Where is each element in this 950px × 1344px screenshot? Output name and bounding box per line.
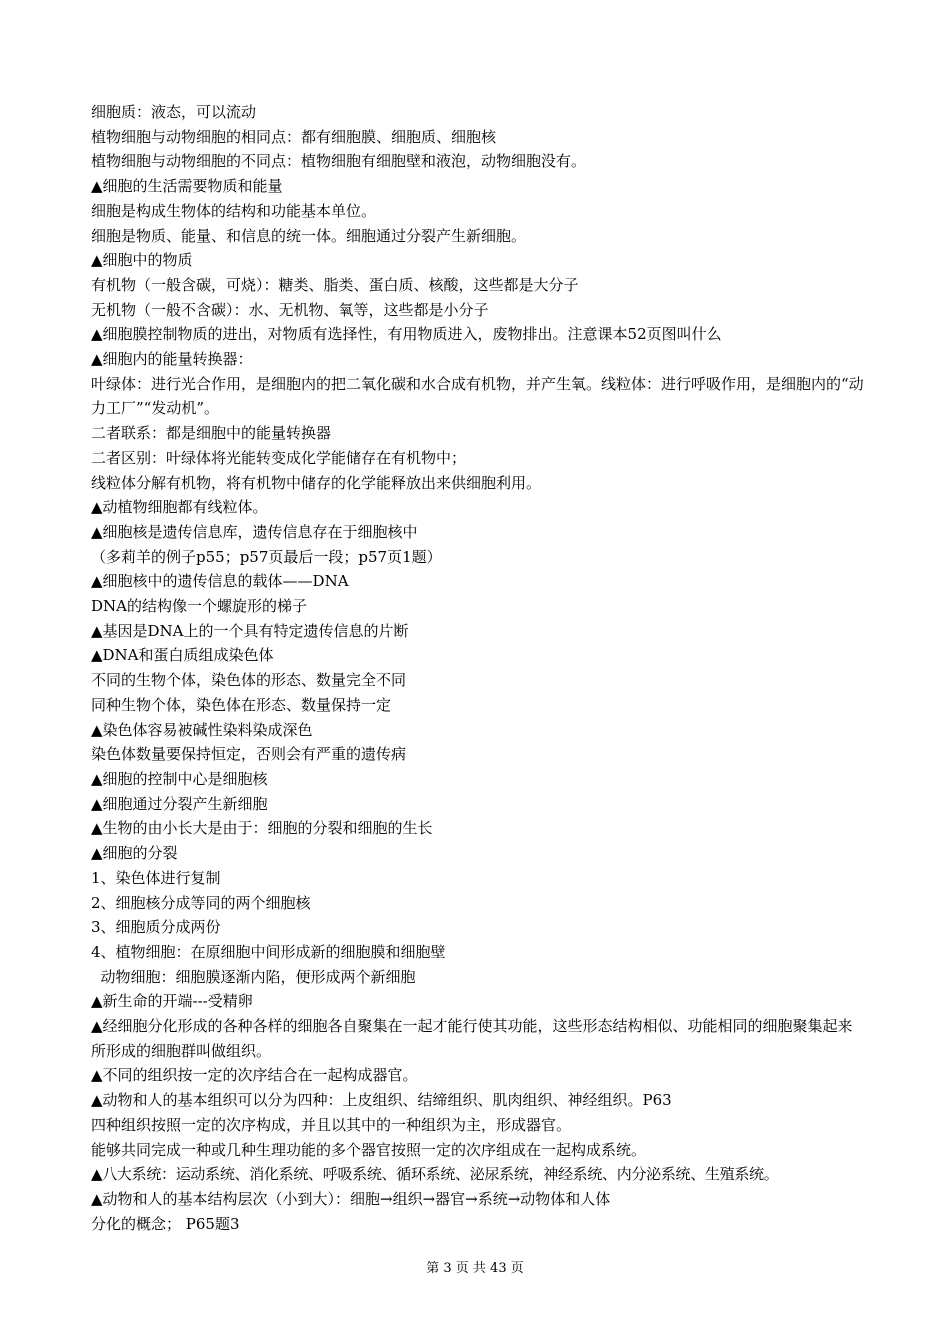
section-heading: ▲动物和人的基本组织可以分为四种：上皮组织、结缔组织、肌肉组织、神经组织。P63 xyxy=(91,1091,672,1110)
section-heading: ▲基因是DNA上的一个具有特定遗传信息的片断 xyxy=(91,621,409,640)
section-heading: ▲生物的由小长大是由于：细胞的分裂和细胞的生长 xyxy=(91,819,433,838)
section-heading: ▲DNA和蛋白质组成染色体 xyxy=(91,646,274,665)
text-line: 分化的概念； P65题3 xyxy=(91,1214,240,1233)
text-line: 细胞是物质、能量、和信息的统一体。细胞通过分裂产生新细胞。 xyxy=(91,226,527,245)
text-line: 染色体数量要保持恒定，否则会有严重的遗传病 xyxy=(91,745,407,764)
text-paragraph: 叶绿体：进行光合作用，是细胞内的把二氧化碳和水合成有机物，并产生氧。线粒体：进行呼吸作用，是细胞内的“动力工厂”“发动机”。 xyxy=(91,374,864,418)
text-line: 不同的生物个体，染色体的形态、数量完全不同 xyxy=(91,671,407,690)
text-line: 能够共同完成一种或几种生理功能的多个器官按照一定的次序组成在一起构成系统。 xyxy=(91,1140,647,1159)
text-line: 植物细胞与动物细胞的相同点：都有细胞膜、细胞质、细胞核 xyxy=(91,127,497,146)
section-heading: ▲细胞的控制中心是细胞核 xyxy=(91,769,268,788)
text-line: 有机物（一般含碳，可烧）：糖类、脂类、蛋白质、核酸，这些都是大分子 xyxy=(91,275,579,294)
text-line: 同种生物个体，染色体在形态、数量保持一定 xyxy=(91,695,392,714)
list-item: 2、细胞核分成等同的两个细胞核 xyxy=(91,893,311,912)
section-heading: ▲细胞的分裂 xyxy=(91,844,178,863)
section-heading: ▲细胞通过分裂产生新细胞 xyxy=(91,794,268,813)
text-line: 线粒体分解有机物，将有机物中储存的化学能释放出来供细胞利用。 xyxy=(91,473,542,492)
text-line: 二者联系：都是细胞中的能量转换器 xyxy=(91,424,332,443)
list-item: 1、染色体进行复制 xyxy=(91,868,221,887)
text-line: 四种组织按照一定的次序构成，并且以其中的一种组织为主，形成器官。 xyxy=(91,1115,572,1134)
page-content xyxy=(91,100,866,1236)
section-heading: ▲不同的组织按一定的次序结合在一起构成器官。 xyxy=(91,1066,418,1085)
section-heading: ▲八大系统：运动系统、消化系统、呼吸系统、循环系统、泌尿系统，神经系统、内分泌系统、生殖系统。 xyxy=(91,1165,779,1184)
list-item: 3、细胞质分成两份 xyxy=(91,918,221,937)
text-line: 细胞质：液态，可以流动 xyxy=(91,103,257,121)
page-footer: 第 3 页 共 43 页 xyxy=(426,1261,524,1276)
text-line: DNA的结构像一个螺旋形的梯子 xyxy=(91,597,307,616)
section-heading: ▲细胞中的物质 xyxy=(91,251,193,270)
section-heading: ▲新生命的开端---受精卵 xyxy=(91,992,253,1011)
section-heading: ▲细胞的生活需要物质和能量 xyxy=(91,177,283,196)
section-heading: ▲细胞核是遗传信息库，遗传信息存在于细胞核中 xyxy=(91,522,418,541)
list-item: 4、植物细胞：在原细胞中间形成新的细胞膜和细胞壁 xyxy=(91,942,446,961)
text-line: 无机物（一般不含碳）：水、无机物、氧等，这些都是小分子 xyxy=(91,300,489,319)
section-heading: ▲动物和人的基本结构层次（小到大）：细胞→组织→器官→系统→动物体和人体 xyxy=(91,1189,611,1208)
section-heading: ▲染色体容易被碱性染料染成深色 xyxy=(91,720,313,739)
section-heading: ▲动植物细胞都有线粒体。 xyxy=(91,498,268,517)
section-heading: ▲细胞核中的遗传信息的载体——DNA xyxy=(91,572,349,591)
list-item: 动物细胞：细胞膜逐渐内陷，便形成两个新细胞 xyxy=(91,967,416,986)
text-line: 细胞是构成生物体的结构和功能基本单位。 xyxy=(91,201,377,220)
text-line: 植物细胞与动物细胞的不同点：植物细胞有细胞壁和液泡，动物细胞没有。 xyxy=(91,152,587,171)
text-line: （多莉羊的例子p55；p57页最后一段；p57页1题） xyxy=(91,547,442,566)
text-paragraph: ▲经细胞分化形成的各种各样的细胞各自聚集在一起才能行使其功能，这些形态结构相似、功能相同的细胞聚集起来所形成的细胞群叫做组织。 xyxy=(91,1017,853,1060)
section-heading: ▲细胞膜控制物质的进出，对物质有选择性，有用物质进入，废物排出。注意课本52页图叫什么 xyxy=(91,325,722,344)
section-heading: ▲细胞内的能量转换器： xyxy=(91,350,253,369)
text-line: 二者区别：叶绿体将光能转变成化学能储存在有机物中； xyxy=(91,448,467,467)
